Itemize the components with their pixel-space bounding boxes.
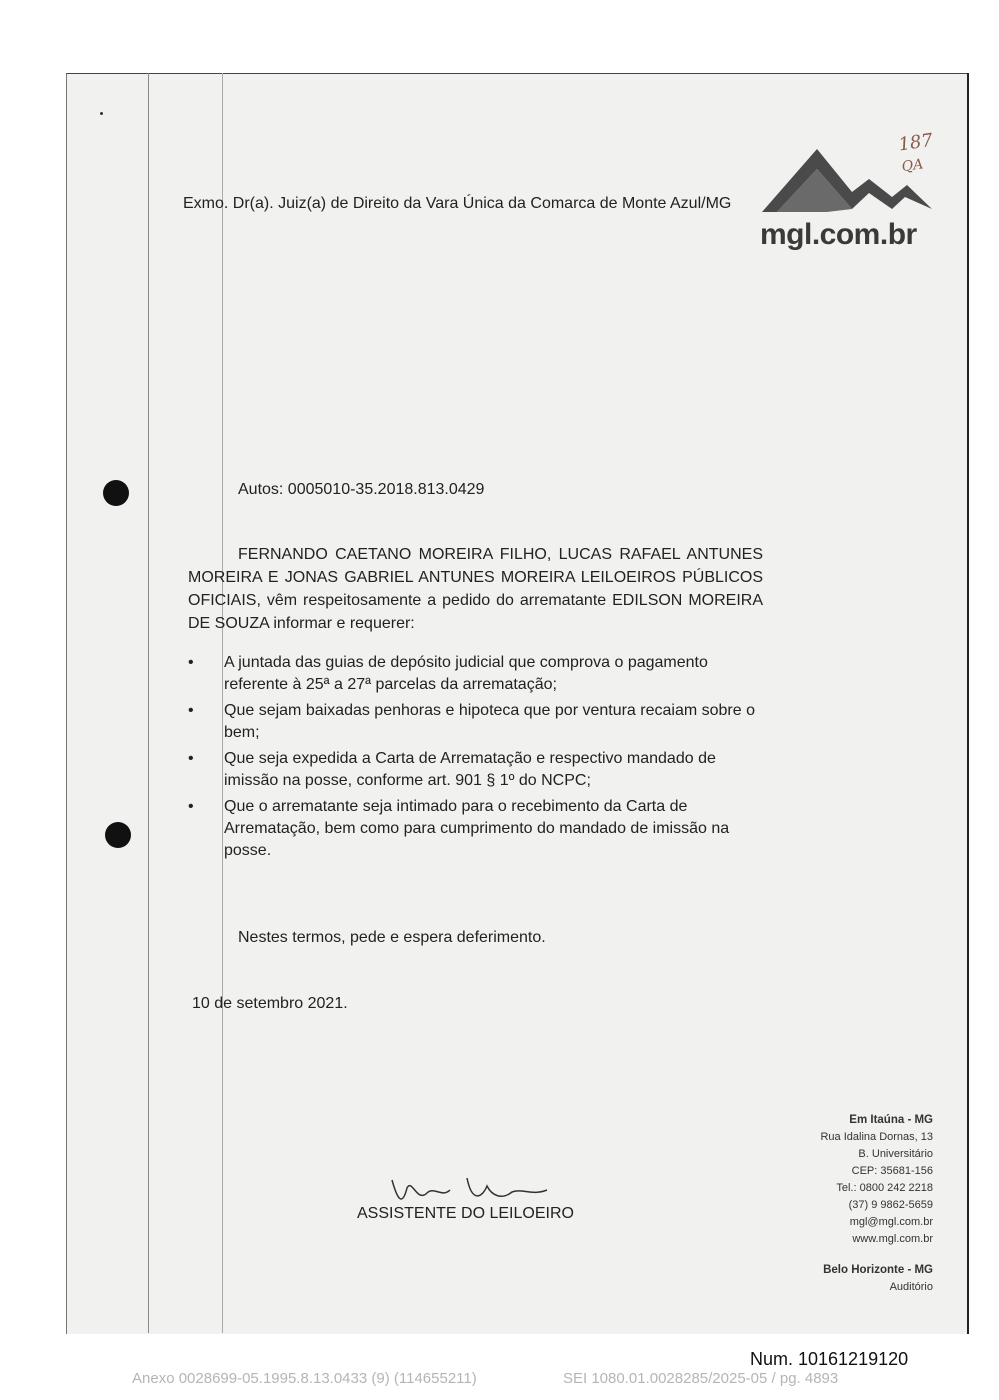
contact-line: www.mgl.com.br: [852, 1233, 933, 1245]
office-city: Belo Horizonte - MG: [823, 1264, 933, 1276]
request-list: [188, 652, 768, 866]
contact-line: Tel.: 0800 242 2218: [836, 1182, 933, 1194]
signature-role: ASSISTENTE DO LEILOEIRO: [357, 1205, 574, 1222]
punch-hole: [105, 822, 131, 848]
contact-block: [820, 1112, 933, 1296]
date-text: 10 de setembro 2021.: [192, 995, 348, 1012]
list-item: • A juntada das guias de depósito judicial que comprova o pagamento referente à 25ª a 27ª parcelas da arrematação;: [188, 654, 708, 693]
contact-line: B. Universitário: [858, 1148, 933, 1160]
contact-line: (37) 9 9862-5659: [848, 1199, 933, 1211]
logo-text: mgl.com.br: [760, 218, 917, 251]
punch-hole: [103, 480, 129, 506]
handwritten-page-number: 187 QA: [897, 129, 935, 176]
list-item: • Que seja expedida a Carta de Arrematação e respectivo mandado de imissão na posse, conforme art. 901 § 1º do NCPC;: [188, 750, 716, 789]
office-city: Em Itaúna - MG: [849, 1114, 933, 1126]
annex-reference: Anexo 0028699-05.1995.8.13.0433 (9) (114655211): [132, 1370, 477, 1387]
contact-line: Rua Idalina Dornas, 13: [820, 1131, 933, 1143]
addressee: Exmo. Dr(a). Juiz(a) de Direito da Vara Única da Comarca de Monte Azul/MG: [183, 195, 732, 212]
fold-line: [148, 73, 149, 1333]
document-number: Num. 10161219120: [750, 1349, 909, 1369]
sei-reference: SEI 1080.01.0028285/2025-05 / pg. 4893: [563, 1370, 839, 1387]
contact-line: mgl@mgl.com.br: [849, 1216, 933, 1228]
list-item: • Que sejam baixadas penhoras e hipoteca que por ventura recaiam sobre o bem;: [188, 702, 755, 741]
closing-text: Nestes termos, pede e espera deferimento.: [238, 929, 546, 946]
contact-line: CEP: 35681-156: [851, 1165, 933, 1177]
speck: [100, 112, 103, 115]
case-number: Autos: 0005010-35.2018.813.0429: [238, 481, 485, 498]
intro-paragraph: FERNANDO CAETANO MOREIRA FILHO, LUCAS RAFAEL ANTUNES MOREIRA E JONAS GABRIEL ANTUNES MOREIRA LEILOEIROS PÚBLICOS OFICIAIS, vêm respeitosamente a pedido do arrematante EDILSON MOREIRA DE SOUZA informar e requerer:: [188, 546, 763, 632]
contact-line: Auditório: [889, 1281, 933, 1293]
list-item: • Que o arrematante seja intimado para o recebimento da Carta de Arrematação, bem como para cumprimento do mandado de imissão na posse.: [188, 798, 730, 859]
